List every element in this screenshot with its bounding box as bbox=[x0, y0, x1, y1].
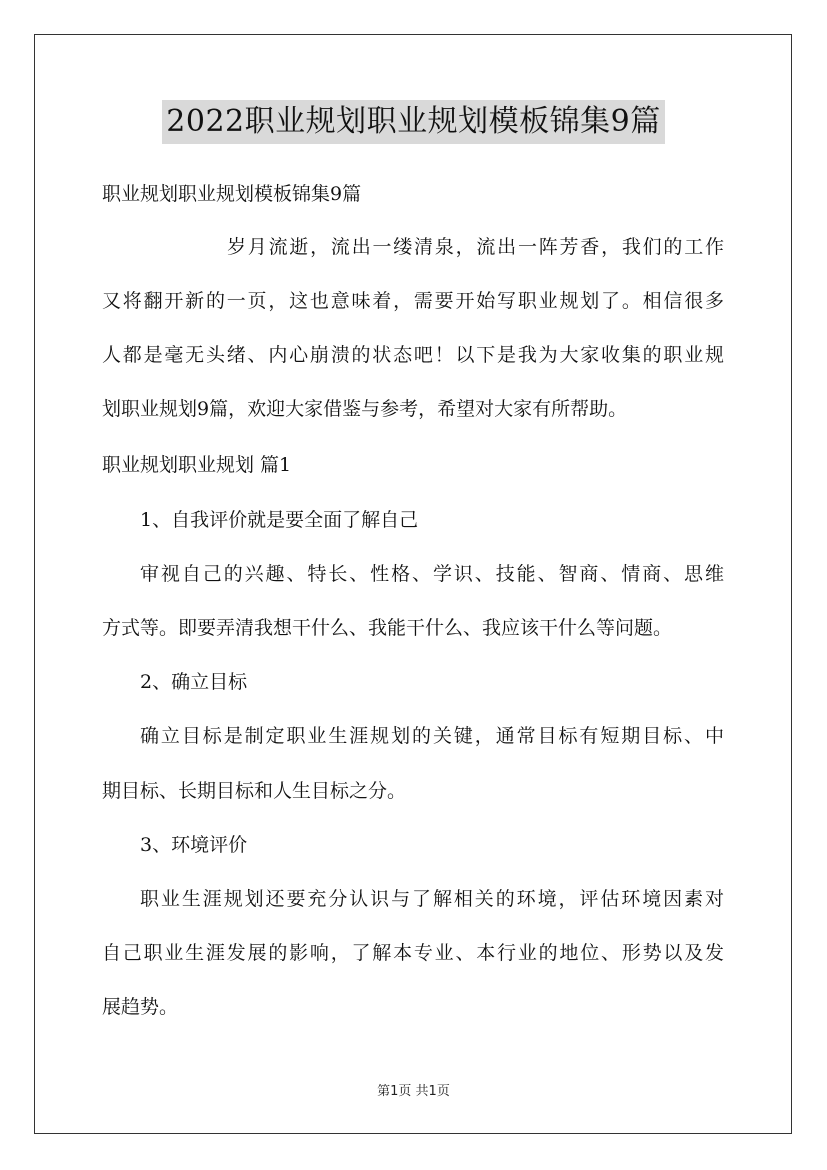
item3-line-3: 展趋势。 bbox=[102, 996, 179, 1018]
intro-line-2: 又将翻开新的一页，这也意味着，需要开始写职业规划了。相信很多 bbox=[102, 290, 724, 312]
intro-line-4: 划职业规划9篇，欢迎大家借鉴与参考，希望对大家有所帮助。 bbox=[102, 398, 628, 420]
document-subtitle: 职业规划职业规划模板锦集9篇 bbox=[102, 183, 362, 205]
item1-heading: 1、自我评价就是要全面了解自己 bbox=[140, 509, 419, 531]
section-heading: 职业规划职业规划 篇1 bbox=[102, 454, 292, 476]
title-container bbox=[0, 100, 827, 144]
item2-heading: 2、确立目标 bbox=[140, 671, 248, 693]
intro-line-1: 岁月流逝，流出一缕清泉，流出一阵芳香，我们的工作 bbox=[227, 236, 724, 258]
item1-line-1: 审视自己的兴趣、特长、性格、学识、技能、智商、情商、思维 bbox=[140, 563, 724, 585]
intro-line-3: 人都是毫无头绪、内心崩溃的状态吧！以下是我为大家收集的职业规 bbox=[102, 344, 724, 366]
item3-line-1: 职业生涯规划还要充分认识与了解相关的环境，评估环境因素对 bbox=[140, 888, 724, 910]
item2-line-1: 确立目标是制定职业生涯规划的关键，通常目标有短期目标、中 bbox=[140, 725, 724, 747]
item2-line-2: 期目标、长期目标和人生目标之分。 bbox=[102, 780, 407, 802]
item1-line-2: 方式等。即要弄清我想干什么、我能干什么、我应该干什么等问题。 bbox=[102, 617, 673, 639]
item3-line-2: 自己职业生涯发展的影响，了解本专业、本行业的地位、形势以及发 bbox=[102, 942, 724, 964]
page-number-footer: 第1页 共1页 bbox=[377, 1084, 450, 1099]
item3-heading: 3、环境评价 bbox=[140, 834, 248, 856]
document-title: 2022职业规划职业规划模板锦集9篇 bbox=[162, 100, 664, 144]
